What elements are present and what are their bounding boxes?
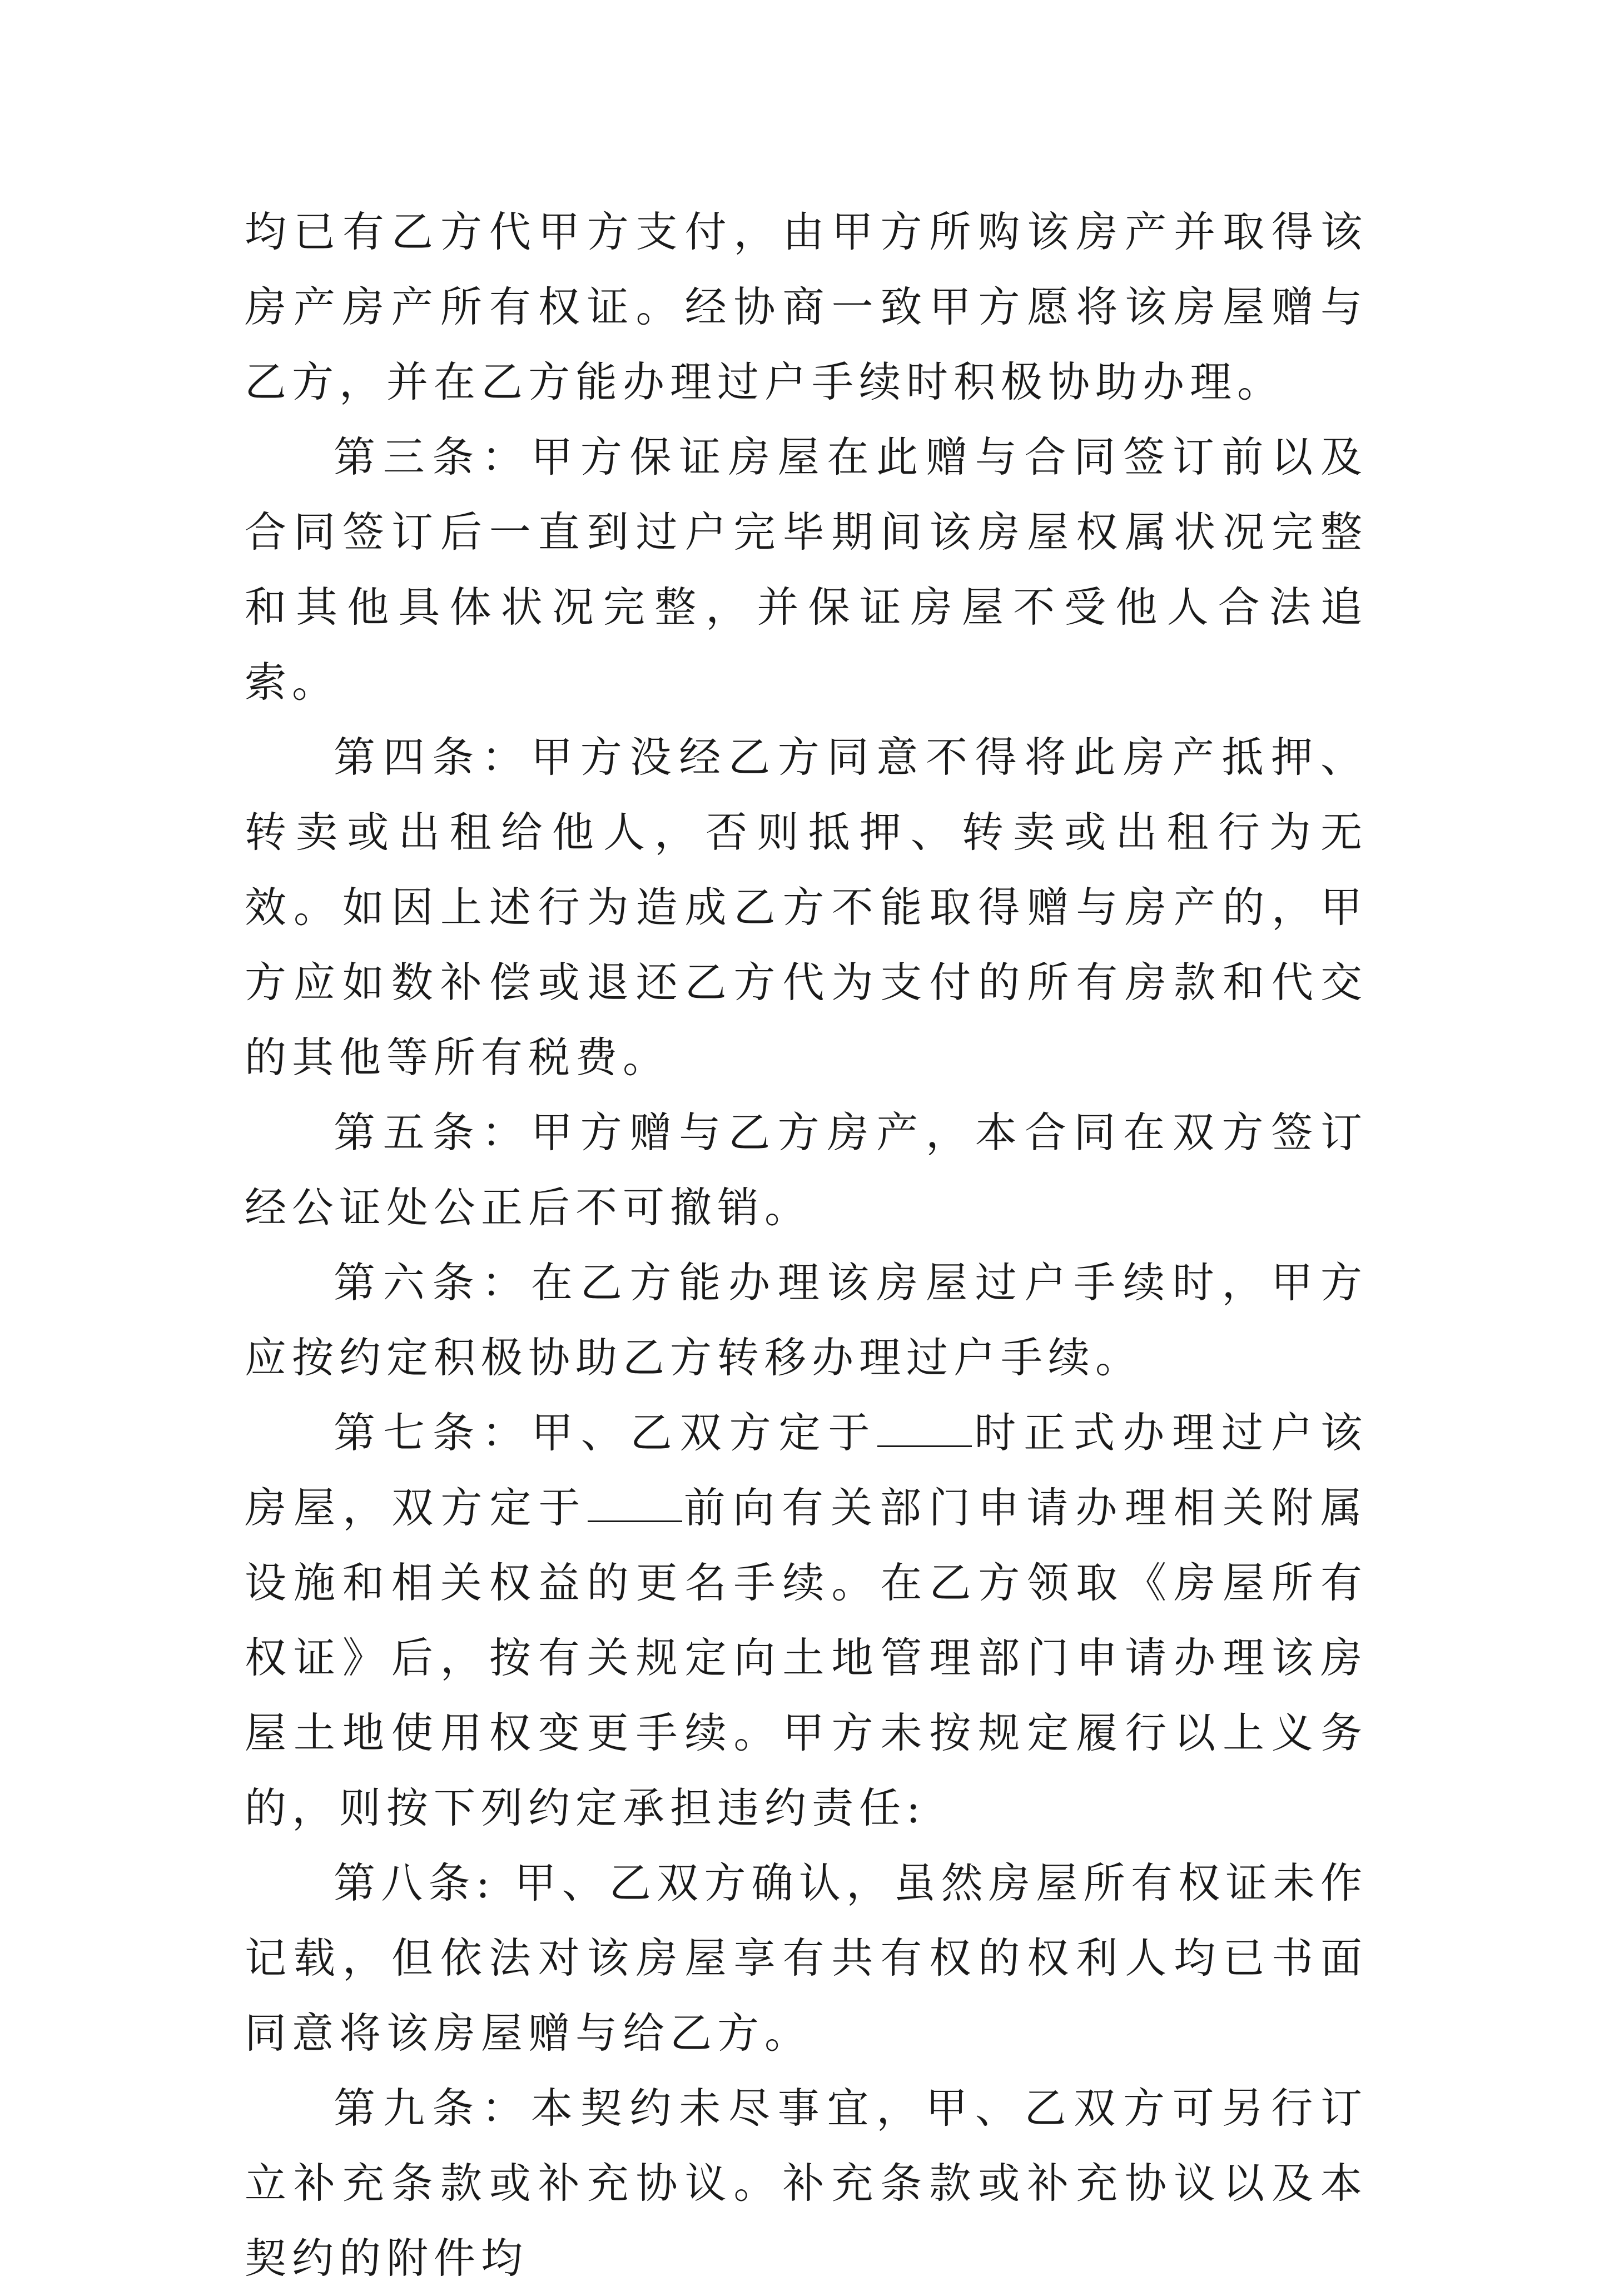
- article-3: 第三条：甲方保证房屋在此赠与合同签订前以及合同签订后一直到过户完毕期间该房屋权属状况完整和其他具体状况完整，并保证房屋不受他人合法追索。: [245, 433, 1368, 707]
- document-body: [245, 195, 1368, 2296]
- article-7: [245, 1395, 1368, 1846]
- article-7-part-3: 前向有关部门申请办理相关附属设施和相关权益的更名手续。在乙方领取《房屋所有权证》后，按有关规定向土地管理部门申请办理该房屋土地使用权变更手续。甲方未按规定履行以上义务的，则按下列约定承担违约责任:: [245, 1483, 1368, 1832]
- article-9: 第九条：本契约未尽事宜，甲、乙双方可另行订立补充条款或补充协议。补充条款或补充协议以及本契约的附件均: [245, 2084, 1368, 2283]
- article-4: 第四条：甲方没经乙方同意不得将此房产抵押、转卖或出租给他人，否则抵押、转卖或出租行为无效。如因上述行为造成乙方不能取得赠与房产的，甲方应如数补偿或退还乙方代为支付的所有房款和代交的其他等所有税费。: [245, 733, 1368, 1082]
- blank-date-field-1[interactable]: [877, 1412, 972, 1447]
- article-6: 第六条：在乙方能办理该房屋过户手续时，甲方应按约定积极协助乙方转移办理过户手续。: [245, 1258, 1368, 1382]
- article-7-part-1: 第七条：甲、乙双方定于: [334, 1408, 878, 1457]
- article-7-part-2: 时正式办理过户该房屋，双方定于: [245, 1408, 1368, 1532]
- blank-date-field-2[interactable]: [588, 1487, 682, 1522]
- article-5: 第五条：甲方赠与乙方房产，本合同在双方签订经公证处公正后不可撤销。: [245, 1108, 1368, 1232]
- paragraph-continuation: 均已有乙方代甲方支付，由甲方所购该房产并取得该房产房产所有权证。经协商一致甲方愿将该房屋赠与乙方，并在乙方能办理过户手续时积极协助办理。: [245, 207, 1368, 406]
- article-8: 第八条: 甲、乙双方确认，虽然房屋所有权证未作记载，但依法对该房屋享有共有权的权利人均已书面同意将该房屋赠与给乙方。: [245, 1858, 1368, 2058]
